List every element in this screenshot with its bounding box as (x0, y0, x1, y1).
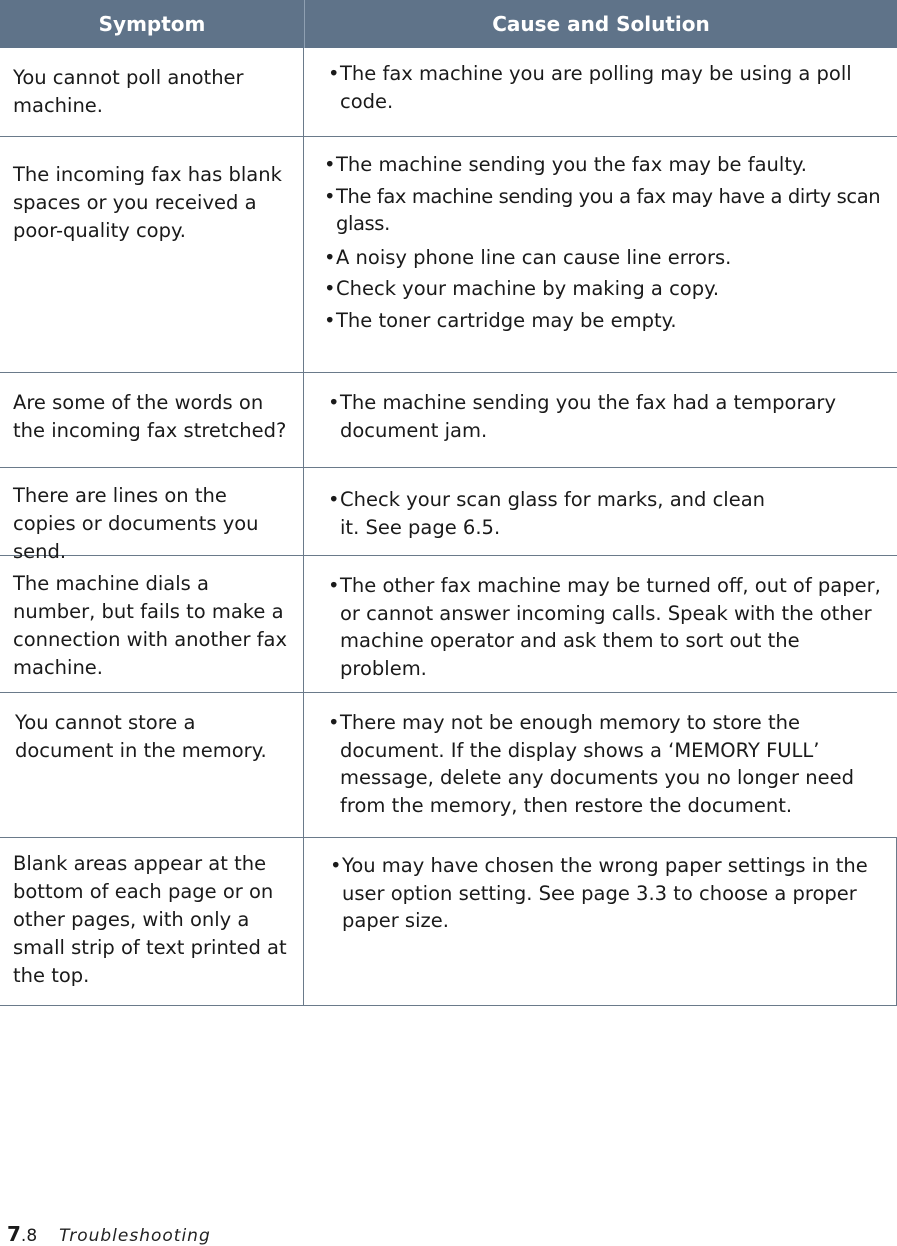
symptom-cell: The incoming fax has blank spaces or you received a poor-quality copy. (0, 137, 304, 372)
chapter-number: 7 (7, 1222, 21, 1246)
cause-cell (304, 137, 897, 372)
cause-item: • A noisy phone line can cause line errors. (324, 245, 732, 269)
cause-cell (304, 48, 897, 136)
symptom-cell: There are lines on the copies or documents you send. (0, 468, 304, 555)
cause-cell (304, 373, 897, 467)
table-header (0, 0, 897, 48)
cause-item: • The other fax machine may be turned off, out of paper, or cannot answer incoming calls. Speak with the other machine operator and ask them to sort out the problem. (328, 574, 881, 680)
table-row (0, 137, 897, 373)
cause-item: • The machine sending you the fax may be faulty. (324, 153, 807, 176)
page-footer (7, 1222, 211, 1246)
table-row (0, 838, 897, 1006)
page-number: .8 (20, 1226, 38, 1246)
cause-item: • The fax machine you are polling may be using a poll code. (328, 62, 852, 113)
cause-cell (304, 693, 897, 837)
cause-column-header: Cause and Solution (304, 0, 897, 48)
cause-item: • Check your machine by making a copy. (324, 277, 720, 300)
symptom-column-header: Symptom (98, 12, 206, 36)
table-row (0, 468, 897, 563)
section-title: Troubleshooting (59, 1226, 211, 1246)
table-row (0, 373, 897, 468)
table-row (0, 48, 897, 137)
cause-item: • The toner cartridge may be empty. (324, 308, 677, 332)
cause-item: • There may not be enough memory to store the document. If the display shows a ‘MEMORY FULL’ message, delete any documents you no longer need from the memory, then restore the document. (328, 711, 854, 817)
cause-item: • The machine sending you the fax had a temporary document jam. (328, 391, 836, 442)
cause-item: • Check your scan glass for marks, and clean it. See page 6.5. (328, 488, 766, 539)
cause-item: • You may have chosen the wrong paper settings in the user option setting. See page 3.3 to choose a proper paper size. (330, 854, 868, 932)
symptom-cell: You cannot poll another machine. (0, 48, 304, 136)
cause-item: • The fax machine sending you a fax may have a dirty scan glass. (324, 184, 881, 235)
symptom-cell: Are some of the words on the incoming fax stretched? (0, 373, 304, 467)
cause-cell (304, 556, 897, 692)
cause-cell (304, 468, 897, 555)
cause-cell (304, 838, 896, 1005)
symptom-cell: Blank areas appear at the bottom of each page or on other pages, with only a small strip of text printed at the top. (0, 838, 304, 1005)
symptom-cell: The machine dials a number, but fails to make a connection with another fax machine. (0, 556, 304, 692)
table-row (0, 556, 897, 693)
symptom-cell: You cannot store a document in the memory. (0, 693, 304, 837)
table-row (0, 693, 897, 838)
